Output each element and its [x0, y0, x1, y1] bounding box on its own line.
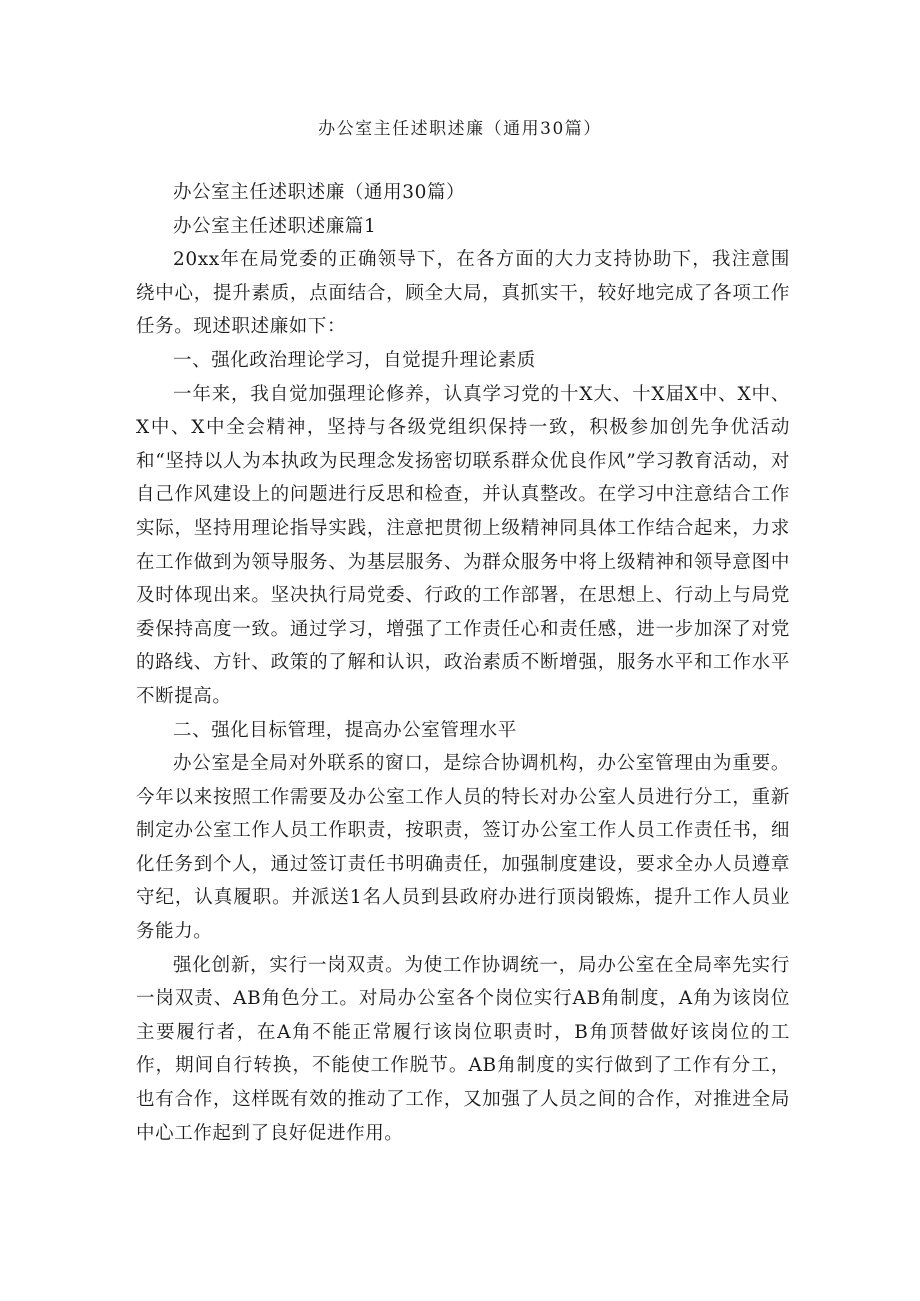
body-heading: 办公室主任述职述廉（通用30篇） [173, 182, 466, 203]
body-paragraph: 一年来，我自觉加强理论修养，认真学习党的十X大、十X届X中、X中、X中、X中全会精神，坚持与各级党组织保持一致，积极参加创先争优活动和“坚持以人为本执政为民理念发扬密切联系群众优良作风”学习教育活动，对自己作风建设上的问题进行反思和检查，并认真整改。在学习中注意结合工作实际，坚持用理论指导实践，注意把贯彻上级精神同具体工作结合起来，力求在工作做到为领导服务、为基层服务、为群众服务中将上级精神和领导意图中及时体现出来。坚决执行局党委、行政的工作部署，在思想上、行动上与局党委保持高度一致。通过学习，增强了工作责任心和责任感，进一步加深了对党的路线、方针、政策的了解和认识，政治素质不断增强，服务水平和工作水平不断提高。 [136, 383, 790, 707]
body-paragraph: 20xx年在局党委的正确领导下，在各方面的大力支持协助下，我注意围绕中心，提升素质，点面结合，顾全大局，真抓实干，较好地完成了各项工作任务。现述职述廉如下： [136, 249, 790, 338]
document-body [136, 176, 790, 1150]
section-heading: 二、强化目标管理，提高办公室管理水平 [173, 719, 517, 741]
document-title: 办公室主任述职述廉（通用30篇） [318, 119, 602, 139]
body-paragraph: 强化创新，实行一岗双责。为使工作协调统一，局办公室在全局率先实行一岗双责、AB角色分工。对局办公室各个岗位实行AB角制度，A角为该岗位主要履行者，在A角不能正常履行该岗位职责时，B角顶替做好该岗位的工作，期间自行转换，不能使工作脱节。AB角制度的实行做到了工作有分工，也有合作，这样既有效的推动了工作，又加强了人员之间的合作，对推进全局中心工作起到了良好促进作用。 [136, 954, 790, 1144]
body-paragraph: 办公室是全局对外联系的窗口，是综合协调机构，办公室管理由为重要。今年以来按照工作需要及办公室工作人员的特长对办公室人员进行分工，重新制定办公室工作人员工作职责，按职责，签订办公室工作人员工作责任书，细化任务到个人，通过签订责任书明确责任，加强制度建设，要求全办人员遵章守纪，认真履职。并派送1名人员到县政府办进行顶岗锻炼，提升工作人员业务能力。 [136, 753, 790, 943]
section-heading: 一、强化政治理论学习，自觉提升理论素质 [173, 349, 536, 371]
section-heading: 办公室主任述职述廉篇1 [173, 215, 377, 237]
